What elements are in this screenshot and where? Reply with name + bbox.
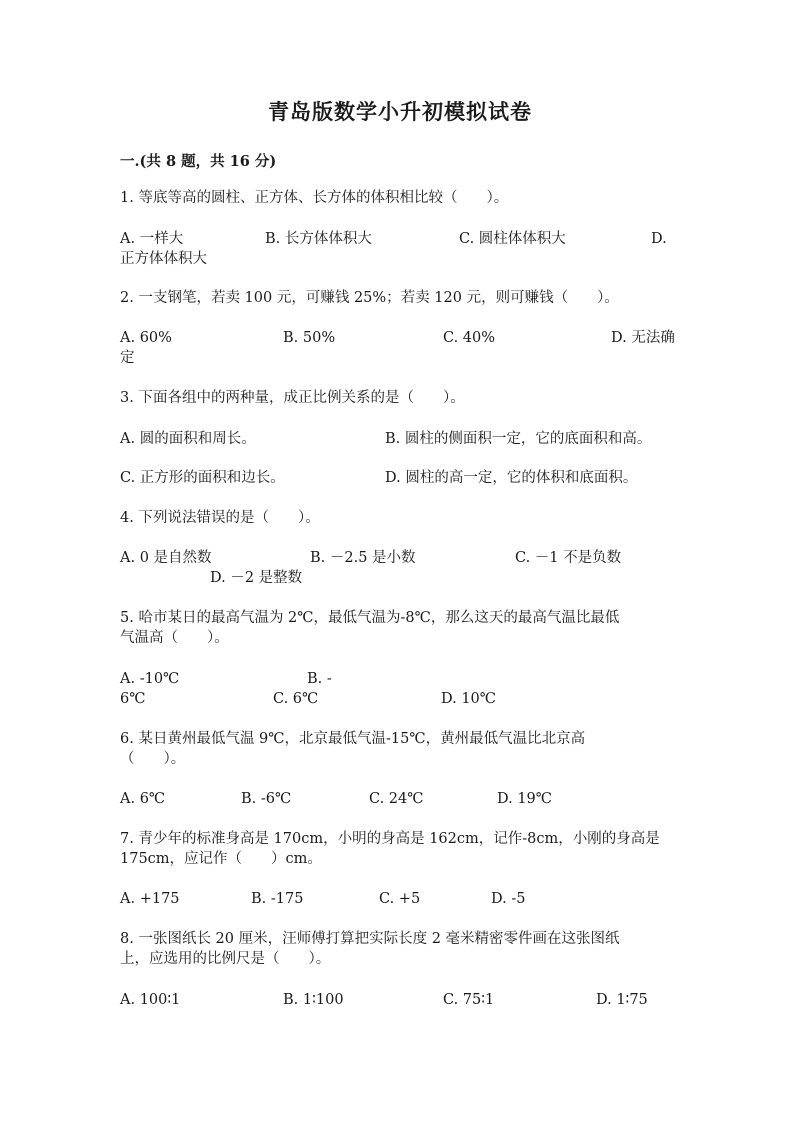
question-1-option-c: C. 圆柱体体积大 [459, 231, 566, 247]
question-2-option-a: A. 60% [120, 330, 172, 346]
question-2-option-c: C. 40% [443, 330, 496, 346]
question-1-option-b: B. 长方体体积大 [265, 231, 372, 247]
question-3-option-d: D. 圆柱的高一定，它的体积和底面积。 [385, 470, 638, 486]
question-6-option-d: D. 19℃ [497, 791, 552, 807]
question-2-option-b: B. 50% [283, 330, 336, 346]
question-6-option-c: C. 24℃ [369, 791, 424, 807]
question-4-text: 4. 下列说法错误的是（ ）。 [120, 510, 320, 526]
question-8-option-b: B. 1∶100 [283, 992, 344, 1008]
question-3-text: 3. 下面各组中的两种量，成正比例关系的是（ ）。 [120, 390, 465, 406]
question-8-option-d: D. 1∶75 [596, 992, 648, 1008]
question-6-option-b: B. -6℃ [241, 791, 292, 807]
question-1-option-d-continued: 正方体体积大 [120, 251, 207, 267]
question-5-text-line-1: 5. 哈市某日的最高气温为 2℃，最低气温为-8℃，那么这天的最高气温比最低 [120, 610, 620, 626]
section-heading: 一.(共 8 题，共 16 分) [120, 153, 277, 170]
question-6-option-a: A. 6℃ [120, 791, 166, 807]
question-5-text-line-2: 气温高（ ）。 [120, 630, 229, 646]
question-7-option-c: C. +5 [379, 891, 421, 907]
question-8-text-line-2: 上，应选用的比例尺是（ ）。 [120, 951, 331, 967]
question-8-text-line-1: 8. 一张图纸长 20 厘米，汪师傅打算把实际长度 2 毫米精密零件画在这张图纸 [120, 931, 620, 947]
question-1-text: 1. 等底等高的圆柱、正方体、长方体的体积相比较（ ）。 [120, 190, 509, 206]
question-4-option-a: A. 0 是自然数 [120, 550, 212, 566]
question-2-option-d-continued: 定 [120, 350, 135, 366]
question-7-option-a: A. +175 [120, 891, 180, 907]
question-5-option-a: A. -10℃ [120, 671, 180, 687]
question-3-option-a: A. 圆的面积和周长。 [120, 431, 256, 447]
question-4-option-d: D. －2 是整数 [210, 570, 303, 586]
question-1-option-a: A. 一样大 [120, 231, 184, 247]
question-6-text-line-2: （ ）。 [120, 751, 186, 767]
question-7-text-line-2: 175cm，应记作（ ）cm。 [120, 851, 322, 867]
question-1-option-d: D. [651, 231, 667, 247]
question-8-option-c: C. 75∶1 [443, 992, 495, 1008]
question-6-text-line-1: 6. 某日黄州最低气温 9℃，北京最低气温-15℃，黄州最低气温比北京高 [120, 731, 586, 747]
question-7-text-line-1: 7. 青少年的标准身高是 170cm，小明的身高是 162cm，记作-8cm，小刚的身高是 [120, 831, 660, 847]
question-4-option-c: C. －1 不是负数 [515, 550, 622, 566]
question-3-option-b: B. 圆柱的侧面积一定，它的底面积和高。 [385, 431, 652, 447]
question-5-option-d: D. 10℃ [441, 691, 496, 707]
question-8-option-a: A. 100∶1 [120, 992, 181, 1008]
question-7-option-b: B. -175 [251, 891, 304, 907]
question-2-option-d: D. 无法确 [611, 330, 675, 346]
exam-title: 青岛版数学小升初模拟试卷 [268, 99, 532, 124]
question-2-text: 2. 一支钢笔，若卖 100 元，可赚钱 25%；若卖 120 元，则可赚钱（ ）。 [120, 290, 619, 306]
question-5-option-c: C. 6℃ [273, 691, 319, 707]
question-4-option-b: B. －2.5 是小数 [310, 550, 416, 566]
question-3-option-c: C. 正方形的面积和边长。 [120, 470, 285, 486]
question-5-option-b: B. - [307, 671, 332, 687]
question-7-option-d: D. -5 [491, 891, 526, 907]
question-5-option-b-continued: 6℃ [120, 691, 146, 707]
